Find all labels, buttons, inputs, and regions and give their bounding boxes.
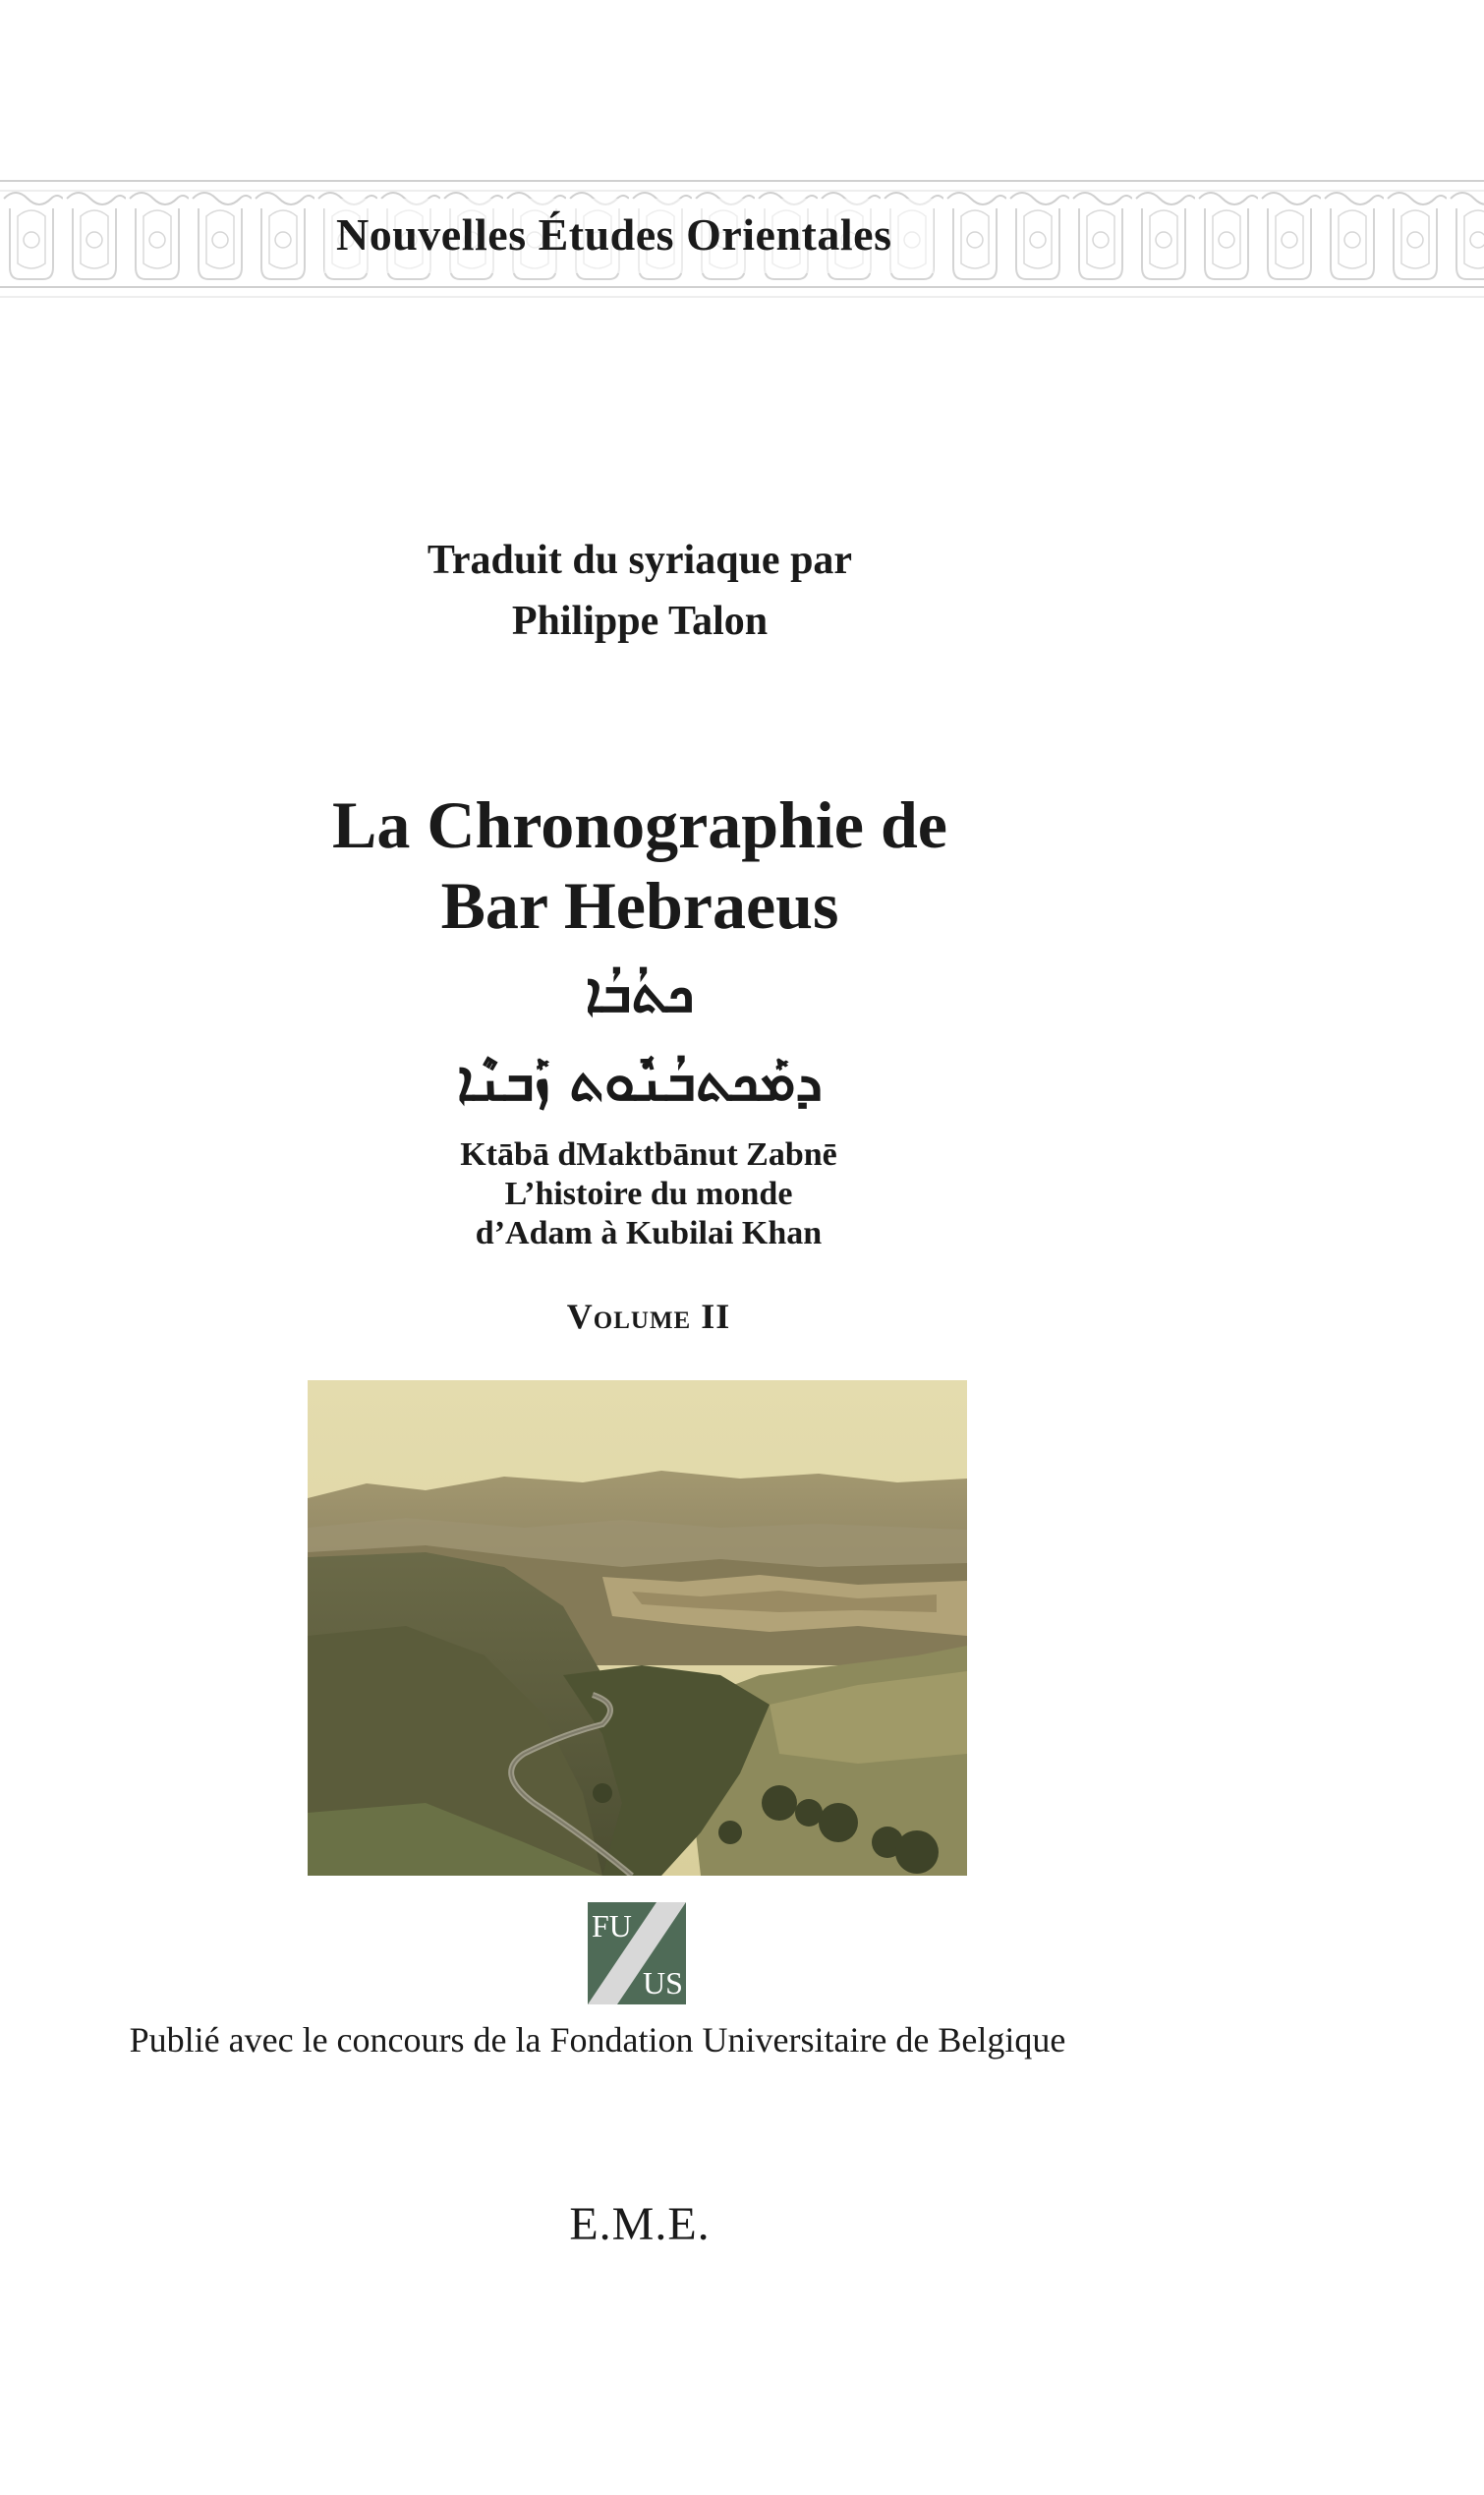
syriac-title-line-1: ܟܬܳܒܳܐ — [585, 961, 695, 1025]
support-acknowledgement: Publié avec le concours de la Fondation Universitaire de Belgique — [129, 2020, 1066, 2060]
book-title-line-1: La Chronographie de — [332, 787, 947, 862]
subtitle-transliteration: Ktābā dMaktbānut Zabnē — [460, 1136, 837, 1173]
translator-name: Philippe Talon — [511, 599, 769, 644]
subtitle-line-2: L’histoire du monde — [504, 1176, 793, 1212]
translator-label: Traduit du syriaque par — [427, 538, 853, 583]
publisher-name: E.M.E. — [569, 2198, 711, 2250]
syriac-title-line-2: ܕܡܰܟܬܒܳܢܽܘܬ ܙܰܒܢܶܐ — [456, 1050, 824, 1114]
fondation-universitaire-logo — [588, 1902, 686, 2004]
logo-text-fu: FU — [592, 1908, 632, 1944]
series-title: Nouvelles Études Orientales — [336, 209, 892, 260]
logo-text-us: US — [643, 1965, 683, 2001]
landscape-photo — [308, 1380, 967, 1876]
volume-label: Volume II — [566, 1297, 731, 1336]
subtitle-line-3: d’Adam à Kubilai Khan — [475, 1215, 823, 1251]
book-title-line-2: Bar Hebraeus — [440, 868, 839, 943]
